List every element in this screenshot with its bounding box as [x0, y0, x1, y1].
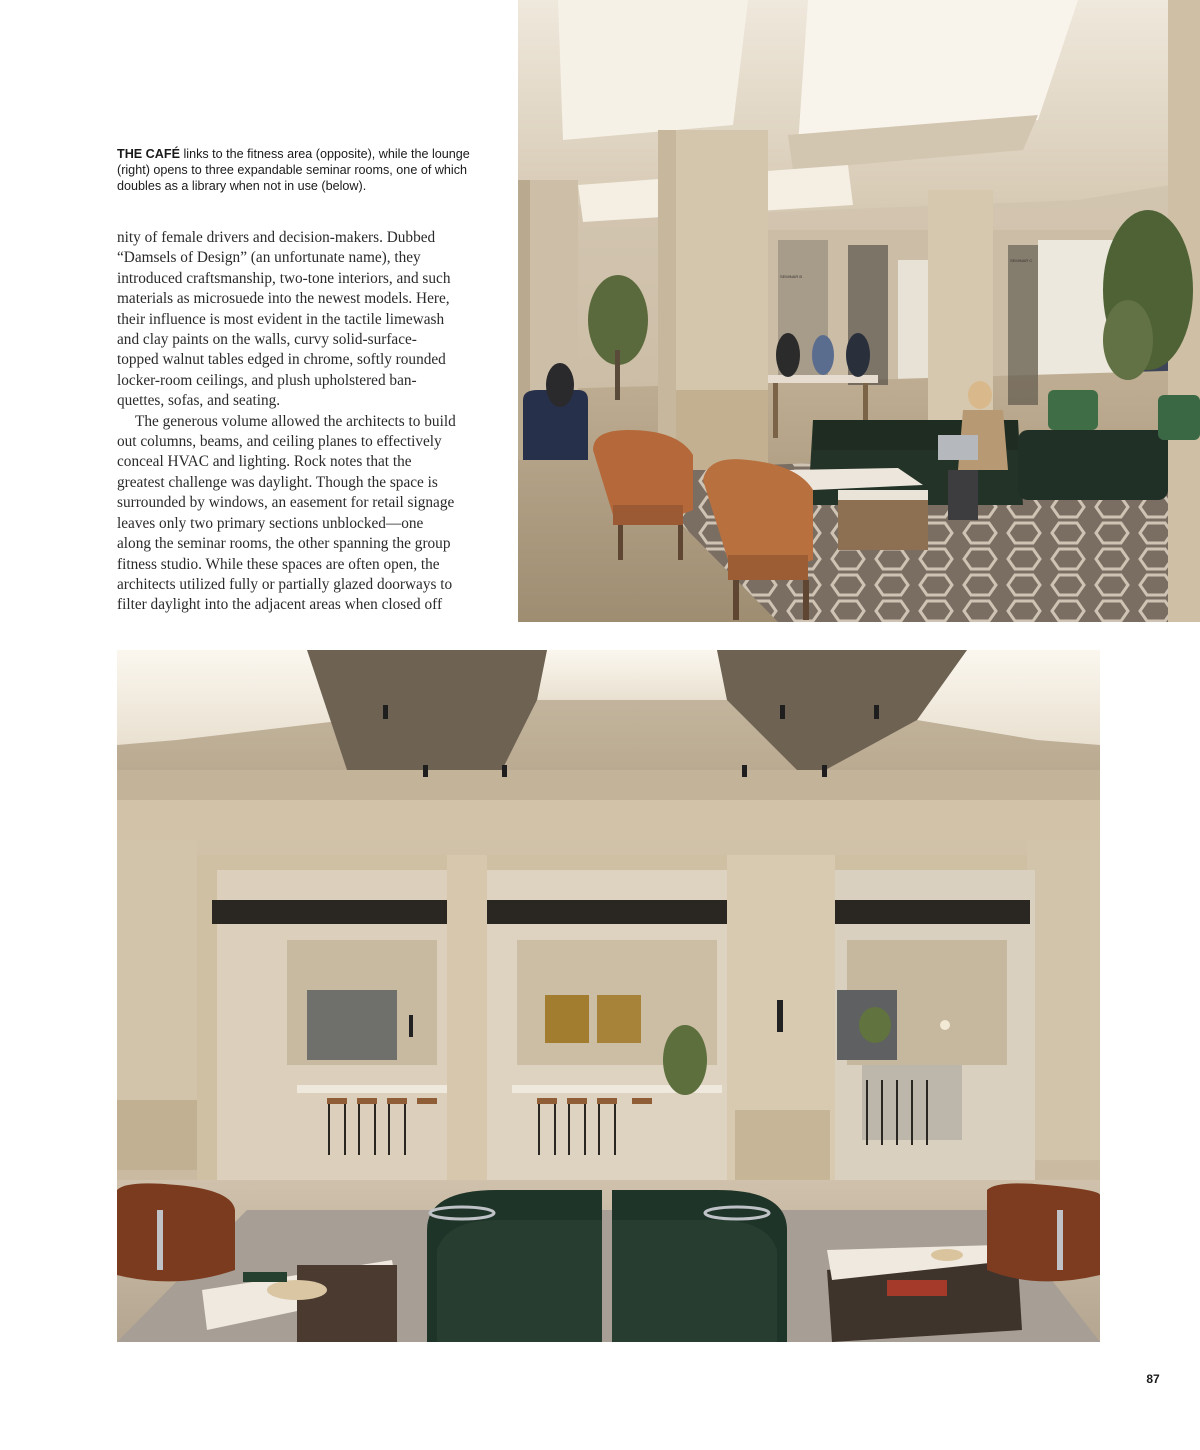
text-line: topped walnut tables edged in chrome, softly rounded	[117, 351, 446, 369]
text-line: introduced craftsmanship, two-tone interiors, and such	[117, 269, 451, 287]
text-line: architects utilized fully or partially glazed doorways to	[117, 575, 453, 593]
text-line: their influence is most evident in the tactile limewash	[117, 310, 445, 328]
paragraph-1	[117, 228, 489, 412]
text-line: The generous volume allowed the architects to build	[135, 412, 456, 430]
text-line: and clay paints on the walls, curvy solid-surface-	[117, 331, 417, 349]
text-line: fitness studio. While these spaces are often open, the	[117, 555, 440, 573]
caption-lead: THE CAFÉ	[117, 147, 180, 161]
text-line: locker-room ceilings, and plush upholstered ban-	[117, 371, 417, 389]
seminar-view-photo	[117, 650, 1100, 1342]
text-line: conceal HVAC and lighting. Rock notes that the	[117, 453, 412, 471]
caption-text: links to the fitness area (opposite), while the lounge (right) opens to three expandable seminar rooms, one of which doubles as a library when not in use (below).	[117, 147, 470, 193]
text-line: greatest challenge was daylight. Though the space is	[117, 473, 438, 491]
text-line: leaves only two primary sections unblocked—one	[117, 514, 424, 532]
text-line: along the seminar rooms, the other spanning the group	[117, 535, 451, 553]
seminar-b-sign: SEMINAR B	[780, 274, 803, 279]
photo-caption	[117, 146, 497, 194]
lounge-photo	[518, 0, 1200, 622]
text-line: materials as microsuede into the newest models. Here,	[117, 290, 450, 308]
paragraph-2	[117, 412, 489, 616]
text-line: “Damsels of Design” (an unfortunate name), they	[117, 249, 421, 267]
text-line: quettes, sofas, and seating.	[117, 392, 281, 410]
text-line: filter daylight into the adjacent areas when closed off	[117, 596, 443, 614]
page-number: 87	[1146, 1372, 1160, 1386]
text-line: nity of female drivers and decision-makers. Dubbed	[117, 229, 436, 246]
text-line: surrounded by windows, an easement for retail signage	[117, 494, 455, 512]
seminar-c-sign: SEMINAR C	[1010, 258, 1033, 263]
text-line: out columns, beams, and ceiling planes to effectively	[117, 433, 442, 451]
article-body	[117, 228, 489, 616]
